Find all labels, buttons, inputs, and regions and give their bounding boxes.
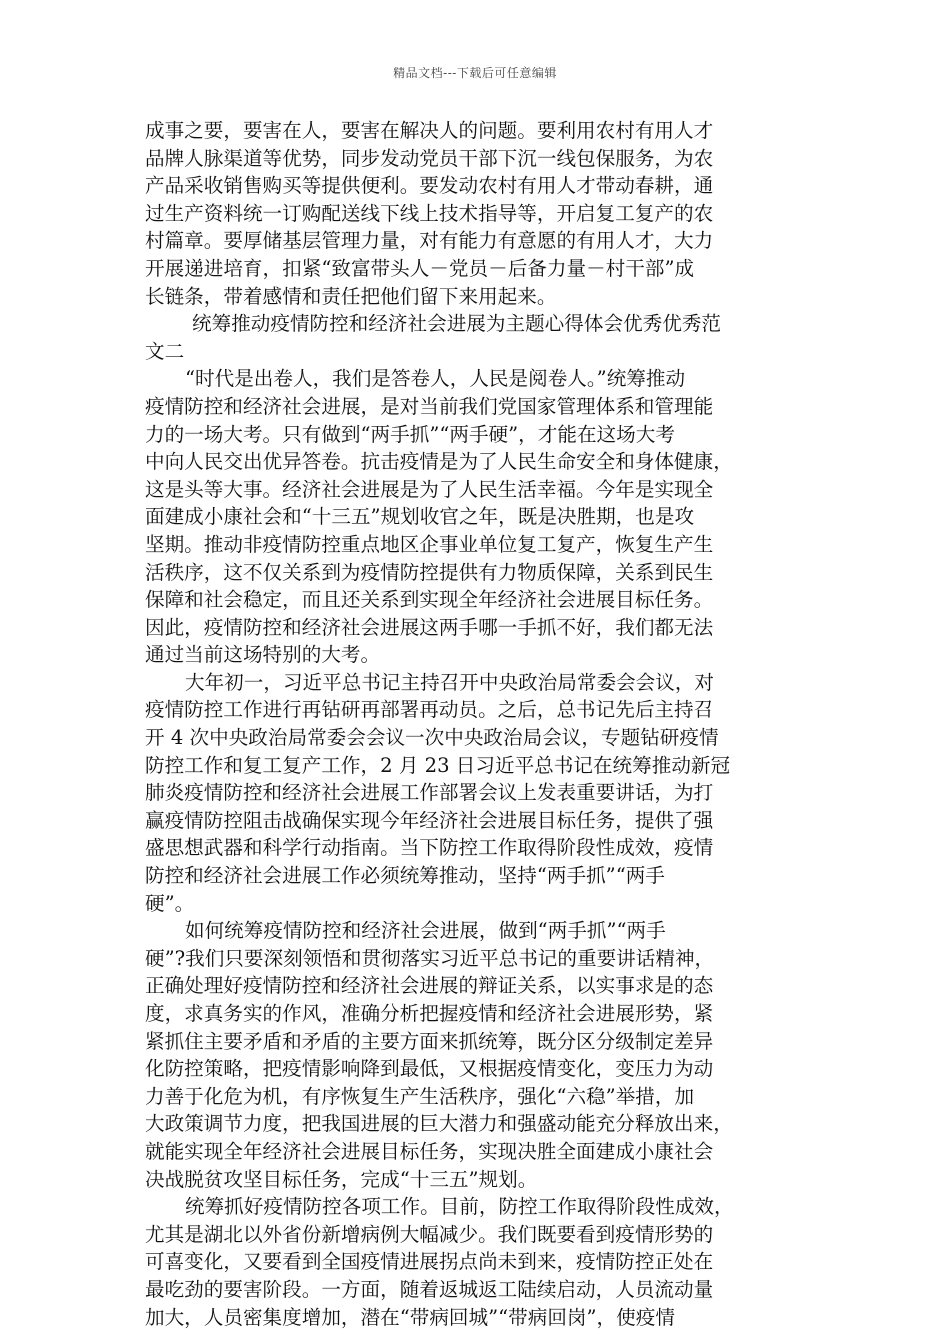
text-line: 决战脱贫攻坚目标任务，完成“十三五”规划。 xyxy=(145,1167,538,1191)
paragraph xyxy=(145,669,809,917)
text-line: 长链条，带着感情和责任把他们留下来用起来。 xyxy=(145,284,557,308)
text-line: 防控工作和复工复产工作，2 月 23 日习近平总书记在统筹推动新冠 xyxy=(145,753,731,777)
text-line: 因此，疫情防控和经济社会进展这两手哪一手抓不好，我们都无法 xyxy=(145,615,714,639)
text-line: 疫情防控工作进行再钻研再部署再动员。之后，总书记先后主持召 xyxy=(145,698,714,722)
page-header: 精品文档---下载后可任意编辑 xyxy=(393,66,557,80)
text-line: 最吃劲的要害阶段。一方面，随着返城返工陆续启动，人员流动量 xyxy=(145,1277,714,1301)
text-line: 成事之要，要害在人，要害在解决人的问题。要利用农村有用人才 xyxy=(145,119,714,142)
text-line: 开展递进培育，扣紧“致富带头人－党员－后备力量－村干部”成 xyxy=(145,256,695,280)
text-line: 就能实现全年经济社会进展目标任务，实现决胜全面建成小康社会 xyxy=(145,1139,714,1163)
text-line: 赢疫情防控阻击战确保实现今年经济社会进展目标任务，提供了强 xyxy=(145,808,714,832)
text-line: 通过当前这场特别的大考。 xyxy=(145,643,381,667)
text-line: 保障和社会稳定，而且还关系到实现全年经济社会进展目标任务。 xyxy=(145,588,714,612)
paragraph xyxy=(145,365,809,669)
text-line: 过生产资料统一订购配送线下线上技术指导等，开启复工复产的农 xyxy=(145,201,714,225)
text-line: 力的一场大考。只有做到“两手抓”“两手硬”，才能在这场大考 xyxy=(145,422,675,446)
document-body xyxy=(145,117,809,1331)
paragraph xyxy=(145,917,809,1193)
text-line: 力善于化危为机，有序恢复生产生活秩序，强化“六稳”举措，加 xyxy=(145,1084,695,1108)
text-line: 坚期。推动非疫情防控重点地区企事业单位复工复产，恢复生产生 xyxy=(145,532,714,556)
text-line: 硬”。 xyxy=(145,891,195,915)
text-line: 产品采收销售购买等提供便利。要发动农村有用人才带动春耕，通 xyxy=(145,174,714,198)
text-line: 大政策调节力度，把我国进展的巨大潜力和强盛动能充分释放出来， xyxy=(145,1112,733,1136)
text-line: 肺炎疫情防控和经济社会进展工作部署会议上发表重要讲话，为打 xyxy=(145,781,714,805)
text-line: 这是头等大事。经济社会进展是为了人民生活幸福。今年是实现全 xyxy=(145,477,714,501)
text-line: 紧抓住主要矛盾和矛盾的主要方面来抓统筹，既分区分级制定差异 xyxy=(145,1029,714,1053)
text-line: “时代是出卷人，我们是答卷人，人民是阅卷人。”统筹推动 xyxy=(185,367,686,391)
text-line: 中向人民交出优异答卷。抗击疫情是为了人民生命安全和身体健康， xyxy=(145,450,733,474)
text-line: 加大，人员密集度增加，潜在“带病回城”“带病回岗”，使疫情 xyxy=(145,1305,675,1329)
paragraph xyxy=(145,1193,809,1331)
text-line: 如何统筹疫情防控和经济社会进展，做到“两手抓”“两手 xyxy=(185,919,666,943)
text-line: 统筹抓好疫情防控各项工作。目前，防控工作取得阶段性成效， xyxy=(185,1195,734,1219)
text-line: 统筹推动疫情防控和经济社会进展为主题心得体会优秀优秀范 xyxy=(192,312,722,336)
text-line: 活秩序，这不仅关系到为疫情防控提供有力物质保障，关系到民生 xyxy=(145,560,714,584)
text-line: 正确处理好疫情防控和经济社会进展的辩证关系，以实事求是的态 xyxy=(145,974,714,998)
text-line: 尤其是湖北以外省份新增病例大幅减少。我们既要看到疫情形势的 xyxy=(145,1222,714,1246)
text-line: 大年初一，习近平总书记主持召开中央政治局常委会会议，对 xyxy=(185,670,715,694)
paragraph xyxy=(145,310,809,365)
text-line: 可喜变化，又要看到全国疫情进展拐点尚未到来，疫情防控正处在 xyxy=(145,1250,714,1274)
text-line: 度，求真务实的作风，准确分析把握疫情和经济社会进展形势，紧 xyxy=(145,1002,714,1025)
text-line: 面建成小康社会和“十三五”规划收官之年，既是决胜期，也是攻 xyxy=(145,505,695,529)
text-line: 硬”?我们只要深刻领悟和贯彻落实习近平总书记的重要讲话精神， xyxy=(145,946,715,970)
text-line: 化防控策略，把疫情影响降到最低，又根据疫情变化，变压力为动 xyxy=(145,1057,714,1081)
text-line: 疫情防控和经济社会进展，是对当前我们党国家管理体系和管理能 xyxy=(145,394,714,418)
text-line: 村篇章。要厚储基层管理力量，对有能力有意愿的有用人才，大力 xyxy=(145,229,714,253)
text-line: 文二 xyxy=(145,339,185,363)
text-line: 盛思想武器和科学行动指南。当下防控工作取得阶段性成效，疫情 xyxy=(145,836,714,860)
paragraph xyxy=(145,117,809,310)
text-line: 品牌人脉渠道等优势，同步发动党员干部下沉一线包保服务，为农 xyxy=(145,146,714,170)
text-line: 开 4 次中央政治局常委会会议一次中央政治局会议，专题钻研疫情 xyxy=(145,726,719,750)
text-line: 防控和经济社会进展工作必须统筹推动，坚持“两手抓”“两手 xyxy=(145,864,665,888)
